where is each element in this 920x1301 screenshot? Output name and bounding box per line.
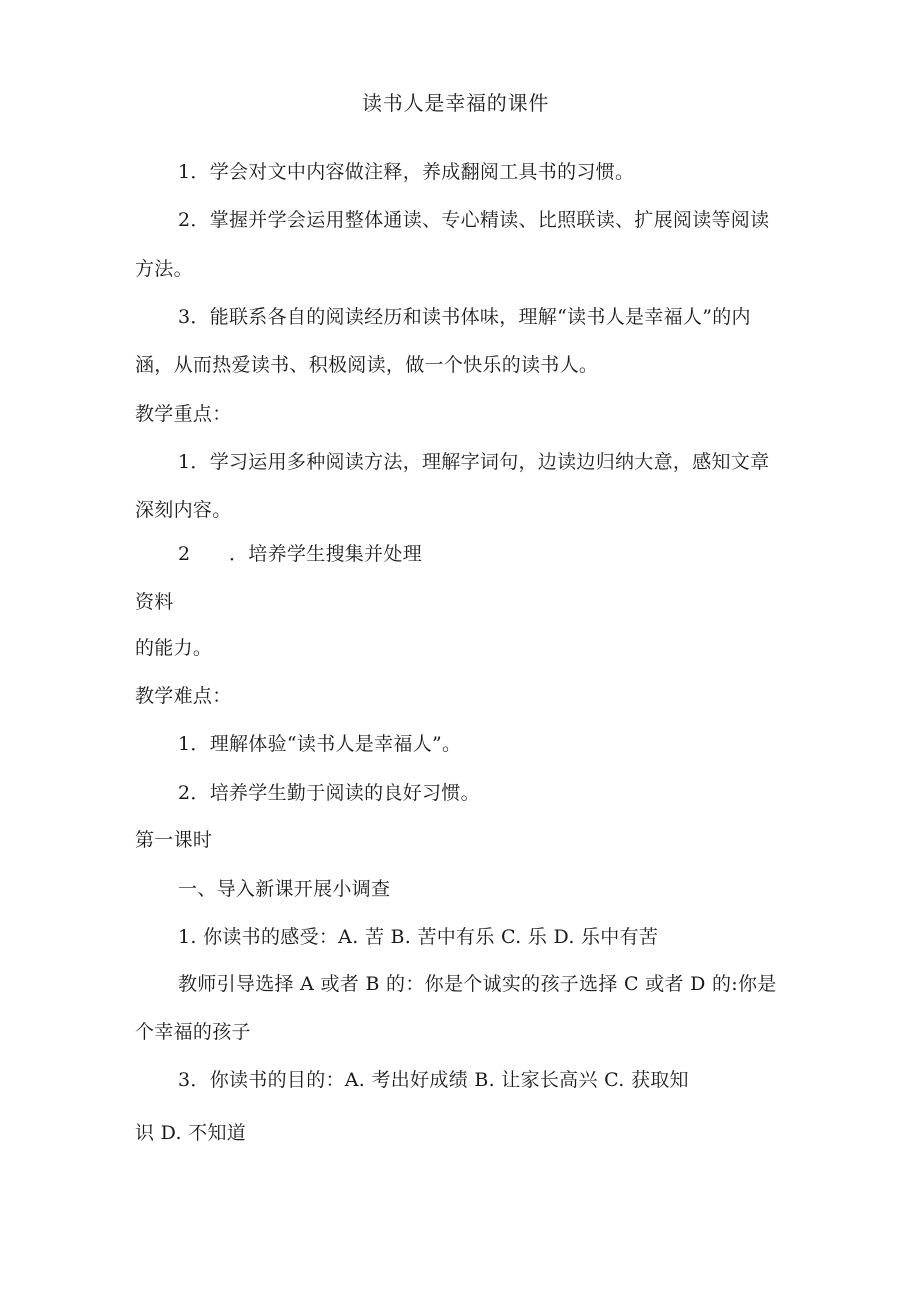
difficulty-2: 2．培养学生勤于阅读的良好习惯。	[178, 782, 480, 804]
survey-question-1: 1. 你读书的感受：A. 苦 B. 苦中有乐 C. 乐 D. 乐中有苦	[178, 926, 659, 948]
survey-question-3-cont: 识 D. 不知道	[135, 1122, 247, 1144]
section-intro-survey: 一、导入新课开展小调查	[178, 878, 391, 900]
objective-3: 3．能联系各自的阅读经历和读书体味，理解“读书人是幸福人”的内	[178, 306, 751, 328]
objective-2-cont: 方法。	[135, 258, 193, 280]
objective-3-cont: 涵，从而热爱读书、积极阅读，做一个快乐的读书人。	[135, 354, 599, 376]
document-title: 读书人是幸福的课件	[362, 91, 550, 115]
objective-2: 2．掌握并学会运用整体通读、专心精读、比照联读、扩展阅读等阅读	[178, 209, 770, 231]
survey-question-3: 3．你读书的目的：A. 考出好成绩 B. 让家长高兴 C. 获取知	[178, 1069, 689, 1091]
teacher-guidance-cont: 个幸福的孩子	[135, 1021, 251, 1043]
section-heading-difficulties: 教学难点：	[135, 685, 232, 707]
key-point-1: 1．学习运用多种阅读方法，理解字词句，边读边归纳大意，感知文章	[178, 451, 770, 473]
lesson-heading: 第一课时	[135, 829, 213, 851]
teacher-guidance: 教师引导选择 A 或者 B 的：你是个诚实的孩子选择 C 或者 D 的:你是	[178, 973, 777, 995]
key-point-2-cont-b: 的能力。	[135, 637, 213, 659]
key-point-1-cont: 深刻内容。	[135, 499, 232, 521]
objective-1: 1．学会对文中内容做注释，养成翻阅工具书的习惯。	[178, 161, 635, 183]
key-point-2-cont-a: 资料	[135, 591, 174, 613]
key-point-2: 2 ．培养学生搜集并处理	[178, 543, 422, 565]
difficulty-1: 1．理解体验“读书人是幸福人”。	[178, 733, 462, 755]
section-heading-key-points: 教学重点：	[135, 403, 232, 425]
